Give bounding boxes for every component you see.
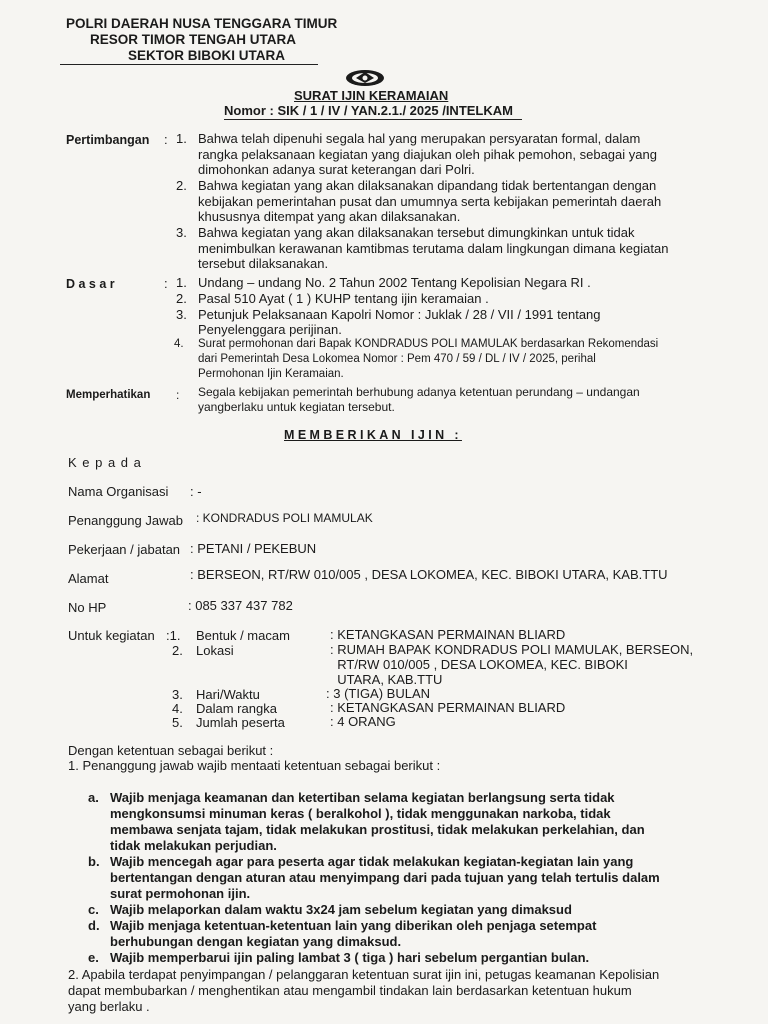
- police-emblem-icon: [344, 66, 386, 88]
- number-underline: [224, 119, 522, 120]
- memperhatikan-line-2: yangberlaku untuk kegiatan tersebut.: [198, 400, 395, 414]
- ketentuan-item-2-line-1: 2. Apabila terdapat penyimpangan / pelanggaran ketentuan surat ijin ini, petugas keamanan Kepolisian: [68, 967, 660, 982]
- dasar-item-line: Petunjuk Pelaksanaan Kapolri Nomor : Juklak / 28 / VII / 1991 tentang: [198, 307, 601, 322]
- dasar-item-line: dari Pemerintah Desa Lokomea Nomor : Pem 470 / 59 / DL / IV / 2025, perihal: [198, 353, 596, 365]
- document-number: Nomor : SIK / 1 / IV / YAN.2.1./ 2025 /INTELKAM: [224, 103, 513, 118]
- ketentuan-sub-letter: e.: [88, 950, 99, 965]
- memperhatikan-label: Memperhatikan: [66, 389, 151, 401]
- ketentuan-sub-line: Wajib melaporkan dalam waktu 3x24 jam sebelum kegiatan yang dimaksud: [110, 902, 572, 917]
- kegiatan-item-value: RT/RW 010/005 , DESA LOKOMEA, KEC. BIBOKI: [330, 657, 628, 672]
- kegiatan-label: Untuk kegiatan: [68, 628, 155, 643]
- kegiatan-item-number: 5.: [172, 715, 183, 730]
- dasar-item-line: Undang – undang No. 2 Tahun 2002 Tentang Kepolisian Negara RI .: [198, 275, 591, 290]
- kepada-label: K e p a d a: [68, 455, 142, 470]
- pertimbangan-label: Pertimbangan: [66, 133, 150, 147]
- ketentuan-sub-line: Wajib menjaga keamanan dan ketertiban selama kegiatan berlangsung serta tidak: [110, 790, 615, 805]
- kegiatan-item-name: Dalam rangka: [196, 701, 277, 716]
- kegiatan-item-value: : RUMAH BAPAK KONDRADUS POLI MAMULAK, BERSEON,: [330, 642, 694, 657]
- dasar-item-line: Permohonan Ijin Keramaian.: [198, 368, 344, 380]
- kegiatan-item-number: 3.: [172, 687, 183, 702]
- field-value-pekerjaan: : PETANI / PEKEBUN: [190, 541, 317, 556]
- ketentuan-sub-line: Wajib menjaga ketentuan-ketentuan lain yang diberikan oleh penjaga setempat: [110, 918, 597, 933]
- dasar-item-number: 3.: [176, 307, 187, 322]
- dasar-colon: :: [164, 276, 168, 291]
- field-label-pekerjaan: Pekerjaan / jabatan: [68, 542, 181, 557]
- pertimbangan-item-number: 2.: [176, 178, 187, 193]
- kegiatan-item-name: Lokasi: [196, 643, 234, 658]
- dasar-item-line: Pasal 510 Ayat ( 1 ) KUHP tentang ijin keramaian .: [198, 291, 489, 306]
- pertimbangan-colon: :: [164, 132, 168, 147]
- field-value-nohp: : 085 337 437 782: [188, 598, 293, 613]
- pertimbangan-item-line: dimohonkan adanya surat keterangan dari Polri.: [198, 162, 475, 177]
- header-line-1: POLRI DAERAH NUSA TENGGARA TIMUR: [66, 16, 338, 31]
- field-label-organisasi: Nama Organisasi: [68, 484, 169, 499]
- pertimbangan-item-line: tersebut dilaksanakan.: [198, 256, 329, 271]
- kegiatan-item-number: 2.: [172, 643, 183, 658]
- ketentuan-item-1: 1. Penanggung jawab wajib mentaati ketentuan sebagai berikut :: [68, 758, 441, 773]
- ketentuan-sub-line: tidak melakukan perjudian.: [110, 838, 277, 853]
- pertimbangan-item-line: Bahwa kegiatan yang akan dilaksanakan dipandang tidak bertentangan dengan: [198, 178, 657, 193]
- header-line-3: SEKTOR BIBOKI UTARA: [128, 48, 286, 63]
- memberikan-ijin-heading: MEMBERIKAN IJIN :: [284, 428, 462, 442]
- memperhatikan-line-1: Segala kebijakan pemerintah berhubung adanya ketentuan perundang – undangan: [198, 385, 640, 399]
- pertimbangan-item-line: Bahwa kegiatan yang akan dilaksanakan tersebut dimungkinkan untuk tidak: [198, 225, 635, 240]
- dasar-item-line: Penyelenggara perijinan.: [198, 322, 342, 337]
- kegiatan-item-name: Jumlah peserta: [196, 715, 285, 730]
- field-value-penanggung-jawab: : KONDRADUS POLI MAMULAK: [196, 511, 373, 525]
- dasar-label: D a s a r: [66, 277, 115, 291]
- ketentuan-sub-line: bertentangan dengan aturan atau menyimpang dari pada tujuan yang telah tertulis dalam: [110, 870, 660, 885]
- ketentuan-sub-line: membawa senjata tajam, tidak melakukan prostitusi, tidak melakukan perkelahian, dan: [110, 822, 645, 837]
- dasar-item-number: 4.: [174, 338, 184, 350]
- document-title: SURAT IJIN KERAMAIAN: [294, 88, 449, 103]
- pertimbangan-item-line: khususnya ditempat yang akan dilaksanakan.: [198, 209, 461, 224]
- field-label-penanggung-jawab: Penanggung Jawab: [68, 513, 183, 528]
- kegiatan-item-number: :1.: [166, 628, 181, 643]
- pertimbangan-item-number: 3.: [176, 225, 187, 240]
- header-line-2: RESOR TIMOR TENGAH UTARA: [90, 32, 296, 47]
- pertimbangan-item-line: menimbulkan kerawanan kamtibmas terutama dalam lingkungan dimana kegiatan: [198, 240, 669, 256]
- ketentuan-sub-line: mengkonsumsi minuman keras ( beralkohol ), tidak menggunakan narkoba, tidak: [110, 806, 611, 821]
- pertimbangan-item-line: kebijakan pemerintahan pusat dan umumnya serta kebijakan pemerintah daerah: [198, 193, 662, 209]
- dasar-item-number: 1.: [176, 275, 187, 290]
- ketentuan-sub-letter: c.: [88, 902, 99, 917]
- dasar-item-number: 2.: [176, 291, 187, 306]
- field-label-alamat: Alamat: [68, 571, 109, 586]
- ketentuan-sub-line: Wajib mencegah agar para peserta agar tidak melakukan kegiatan-kegiatan lain yang: [110, 854, 634, 869]
- kegiatan-item-value: UTARA, KAB.TTU: [330, 672, 443, 687]
- ketentuan-item-2-line-3: yang berlaku .: [68, 999, 150, 1014]
- ketentuan-item-2-line-2: dapat membubarkan / menghentikan atau mengambil tindakan lain berdasarkan ketentuan hukum: [68, 983, 632, 998]
- field-label-nohp: No HP: [68, 600, 107, 615]
- kegiatan-item-number: 4.: [172, 701, 183, 716]
- ketentuan-sub-letter: a.: [88, 790, 99, 805]
- kegiatan-item-value: : KETANGKASAN PERMAINAN BLIARD: [330, 627, 566, 642]
- pertimbangan-item-number: 1.: [176, 131, 187, 146]
- kegiatan-item-name: Bentuk / macam: [196, 628, 290, 643]
- ketentuan-sub-line: Wajib memperbarui ijin paling lambat 3 ( tiga ) hari sebelum pergantian bulan.: [110, 950, 590, 965]
- field-value-alamat: : BERSEON, RT/RW 010/005 , DESA LOKOMEA, KEC. BIBOKI UTARA, KAB.TTU: [190, 567, 668, 582]
- ketentuan-intro: Dengan ketentuan sebagai berikut :: [68, 743, 274, 758]
- ketentuan-sub-letter: d.: [88, 918, 100, 933]
- kegiatan-item-value: : KETANGKASAN PERMAINAN BLIARD: [330, 700, 566, 715]
- ketentuan-sub-line: surat permohonan ijin.: [110, 886, 251, 901]
- kegiatan-item-value: : 3 (TIGA) BULAN: [326, 686, 431, 701]
- field-value-organisasi: : -: [190, 484, 202, 499]
- ketentuan-sub-line: berhubungan dengan kegiatan yang dimaksud.: [110, 934, 402, 949]
- pertimbangan-item-line: Bahwa telah dipenuhi segala hal yang merupakan persyaratan formal, dalam: [198, 131, 641, 146]
- memperhatikan-colon: :: [176, 388, 180, 402]
- header-underline: [60, 64, 318, 65]
- dasar-item-line: Surat permohonan dari Bapak KONDRADUS POLI MAMULAK berdasarkan Rekomendasi: [198, 338, 659, 350]
- pertimbangan-item-line: rangka pelaksanaan kegiatan yang diajukan oleh pihak pemohon, sebagai yang: [198, 146, 657, 162]
- kegiatan-item-name: Hari/Waktu: [196, 687, 260, 702]
- kegiatan-item-value: : 4 ORANG: [330, 714, 396, 729]
- ketentuan-sub-letter: b.: [88, 854, 100, 869]
